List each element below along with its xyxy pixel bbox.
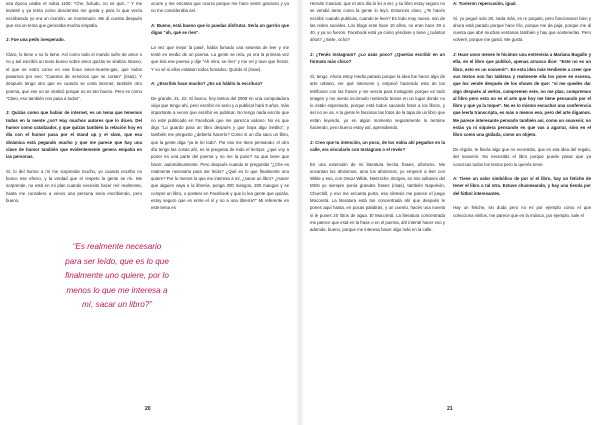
pull-quote-line: mí, sacar un libro?” [81, 300, 153, 310]
question: A: Bueno, está bueno que lo puedas disfrutar. Sería un garrón que digas “ah, qué se ríen”. [151, 22, 289, 36]
right-page-column-2 [453, 0, 591, 219]
pull-quote-line: “Es realmente necesario [72, 242, 162, 251]
paragraph: Hay un fetiche, sin duda pero no es por ejemplo como el que colecciona vinilos, me parece que en la música, por ejemplo, sale el [453, 205, 591, 218]
question: J: Quizás como que habiar de internet, es un tema que tenemos todos en la mente ¿no? Hay muchos autores que lo dicen. Del humor como catalizador, y que quizás también la relación hoy en día con el humor pasa por el stand up y el slam, que esa dinámica está pegando mucho y que me parece que hay una clave de humor también que evidentemente genera empatía en las personas. [6, 110, 142, 160]
paragraph: De régalo, te llevás algo que no necesitás, que es esa idea del regalo, del souvenir. No necesitás el libro porque puede pasar que ya conozcas todos los textos pero lo querés tener. [453, 146, 591, 167]
pull-quote-line: menos lo que me interesa a [66, 285, 168, 295]
paragraph: esa época usabe el nokia 1100: “Che, boludo, no sé qué...” Y me levanté y ya tenía como doscientos me gusta y para lo que venía escribiendo yo era un montón, un montonazo. Me di cuenta después que era un tema que generaba mucha empatía. [6, 1, 142, 28]
question: J: ¿Tenés Instagram? ¿Lo usás poco? ¿Querías escribir en un formato más chico? [310, 52, 445, 65]
paragraph: Sí, lo del humor a mí me sorprende mucho, yo cuando escribo no busco ese efecto, y la verdad que el respeto la gente se ríe. Me sorprende, no está en mi plan cuando necesito hacer reír realmente, hasta me considero a veces una persona seria escribiendo, pero bueno, [6, 168, 142, 204]
right-page-column-1 [310, 0, 445, 234]
paragraph: En una extensión de mi literatura hecha frases, aforismo. Me encantan los aforismos, amo los aforismos, yo empecé a leer con Wilde y eso, con Oscar Wilde, Nietzsche, Borges, en mis sultanes del MSN yo siempre ponía grandes frases (risas), también Napoleón, Churchill, y eso me encanta porta, esa síntesis me parece el juego Mocoretá. La literatura está tan concentrada ahí que después le pones aquí hasta, en pocas palabras, y un cuento, hacés una novela si le pones 20 litros de agua. El Mocoretá. La literatura concentrada me parece que está en la frase o en el poema, ahí intenté hacer eso y además, bueno, porque me interesa hacer algo más en la calle. [310, 161, 445, 233]
question-with-pullquote [6, 109, 142, 160]
question: A: Tiene un valor simbólico de por sí el libro, hay un fetiche de tener el libro o tal otra. Estuve chusmeando, y hay una tienda por del fútbol interesantes. [453, 176, 591, 196]
question: J: Hace unos meses le hicimos una entrevista a Mariana Bugallo y ella, en el libro que publicó, apenas arranca dice: “Este no es un libro, esto es un souvenir”. Es esta idea más tendiente a creer que sus textos son fan tabletas y realmente ella los pone en escena, que los vende después de los shows de que: “sí me quedés dar algo después al verlos, compremen este, no me plas, compremos al libro pero esto no es el arte que hoy me tiene pensando por el libro y que ya la toque”. No es lo mismo escuchar una conferencia que leerla transcripta, es más o menos eso, pero del arte digamos. Me parece interesante pensarlo también así, como un souvenir, no estás ya ni siquiera pensando en que vas a agarrar, sino en el libro como una güilada, como un objeto. [453, 52, 591, 138]
paragraph: Sí, tengo. Ahora estoy medio parado porque la idea fue hacer algo de arte urbano, ver qué intervenir y empecé haciendo esto de los teléfonos con las frases y me servía para Instagram porque es todo imagen y me siento incómodo metiendo textos en un lugar donde no lo están esperando, porque está todos sacando fotos a los libros, y así no se va. A la gente le fascinan las fotos de la tapa de un libro que están leyendo, yo en algún momento seguramente lo termine haciendo, pero bueno estoy así, aprendiendo. [310, 73, 445, 131]
left-page-column-2 [151, 0, 289, 212]
pull-quote [62, 240, 172, 313]
question: A: ¿Escribís hace mucho? ¿Es un hábito la escritura? [151, 81, 263, 87]
paragraph: ocurre y me encanta que ocurra porque me hace sentir gracioso y yo no me consideraba así. [151, 1, 289, 14]
page-number-left: 20 [145, 406, 151, 412]
left-page-column-1 [6, 0, 142, 204]
page-number-right: 21 [447, 406, 453, 412]
question: J: Creo que tu intención, un poco, de los nokia ahí pegados en la calle, era vincularlo con Instagram o el revés? [310, 139, 445, 152]
paragraph: Claro, lo tiene o no lo tiene. Así como todo el mundo sufre de amor o no y así escribís un texto bueno sobre amor quizás se viraliza. Bueno, el que se entró como en esa línea amor-muerte-gas, que todos pasamos por eso: “Cuantos de servicios que se cortan” (risas). Y después tengo otro que es cuando se corta internet, también otro poema, que ese no se viralizó porque no es tan bueno. Pero es como “Claro, eso también nos pasa a todos”. [6, 52, 142, 101]
pull-quote-line: para ser leído, que es lo que [65, 256, 169, 266]
paragraph: De grande, 21, 22. Sí busco, hoy tantos del 2009 en una computadora vieja que tengo ahí, pero escribir en serio y a publicar hará 5 años, más importante a veces que escribir es publicar. No tengo nada escrito que no esté publicado en Facebook que me parezca valioso. No es que digo “Lo guardo para un libro después y que haya algo inédito”, y también me pregunto ¿debería hacerlo? Como si un día saco un libro, que la gente diga “ya te leí todo”. Por eso me tiene pensando: el otro día tengo las cosas ahí, es la pregunta de todo el tiempo: ¿qué voy a poner en una parte del poema y no me la pone? sa que tiene que hacer, automáticamente. Pero después cuando te preguntás “¿Che es realmente necesario para ser leído? ¿Qué es lo que finalmente uno quiere? Por lo menos lo que me interesa a mí, ¿sacar un libro? ¿Hacer que alguien vaya a la librería, ponga 300 mangos, 200 mangos y se compre un libro, o postear en Facebook y que lo lea gente que quizás, estoy seguro que es entre el sí y no a una librería?” Mi referente en este tema es [151, 95, 289, 211]
paragraph: Sí, yo pegué solo 30, nada más, es re poquito, pero funcionaron bien y ahora está parado porque hace frío, porque me da paja, porque me di cuenta que abrí muchas ventanas también y hay que sostenerlas. Pero volveré, porque me gustó. Me gustó. [453, 15, 591, 43]
question: A: Tuvieron repercusión, igual. [453, 1, 517, 6]
book-gutter [296, 0, 304, 425]
paragraph: La vez que mejor la pasé, había fumado una sesenta de leer y me tenté en medio de un poema. La gente se reía, yo era la primera vez que leía ese poema y dije “Ah mira, se ríen” y me reí y tuve que frenar. Y no sé si ellos estaban todos fumados. Quizás sí (risas). [151, 44, 289, 72]
paragraph: Hernán Casciari, que el otro día lo leí a ver, y su libro estoy seguro no se vendió tanto como la gente lo leyó. Entonces claro, ¿Te hacés escribir cuando publicás, cuando te leen? Es todo muy nuevo, son de las redes sociales. Los blogs eran hace 10 años, no eran hace 30 o 40, y ya no fueron. Facebook está ya como yéndose y tiene ¿cuántos años? ¿Siete, ocho? [310, 1, 445, 43]
question: J: Fue una pedo inesperado. [6, 37, 65, 43]
pull-quote-line: finalmente uno quiere, por lo [65, 271, 169, 281]
